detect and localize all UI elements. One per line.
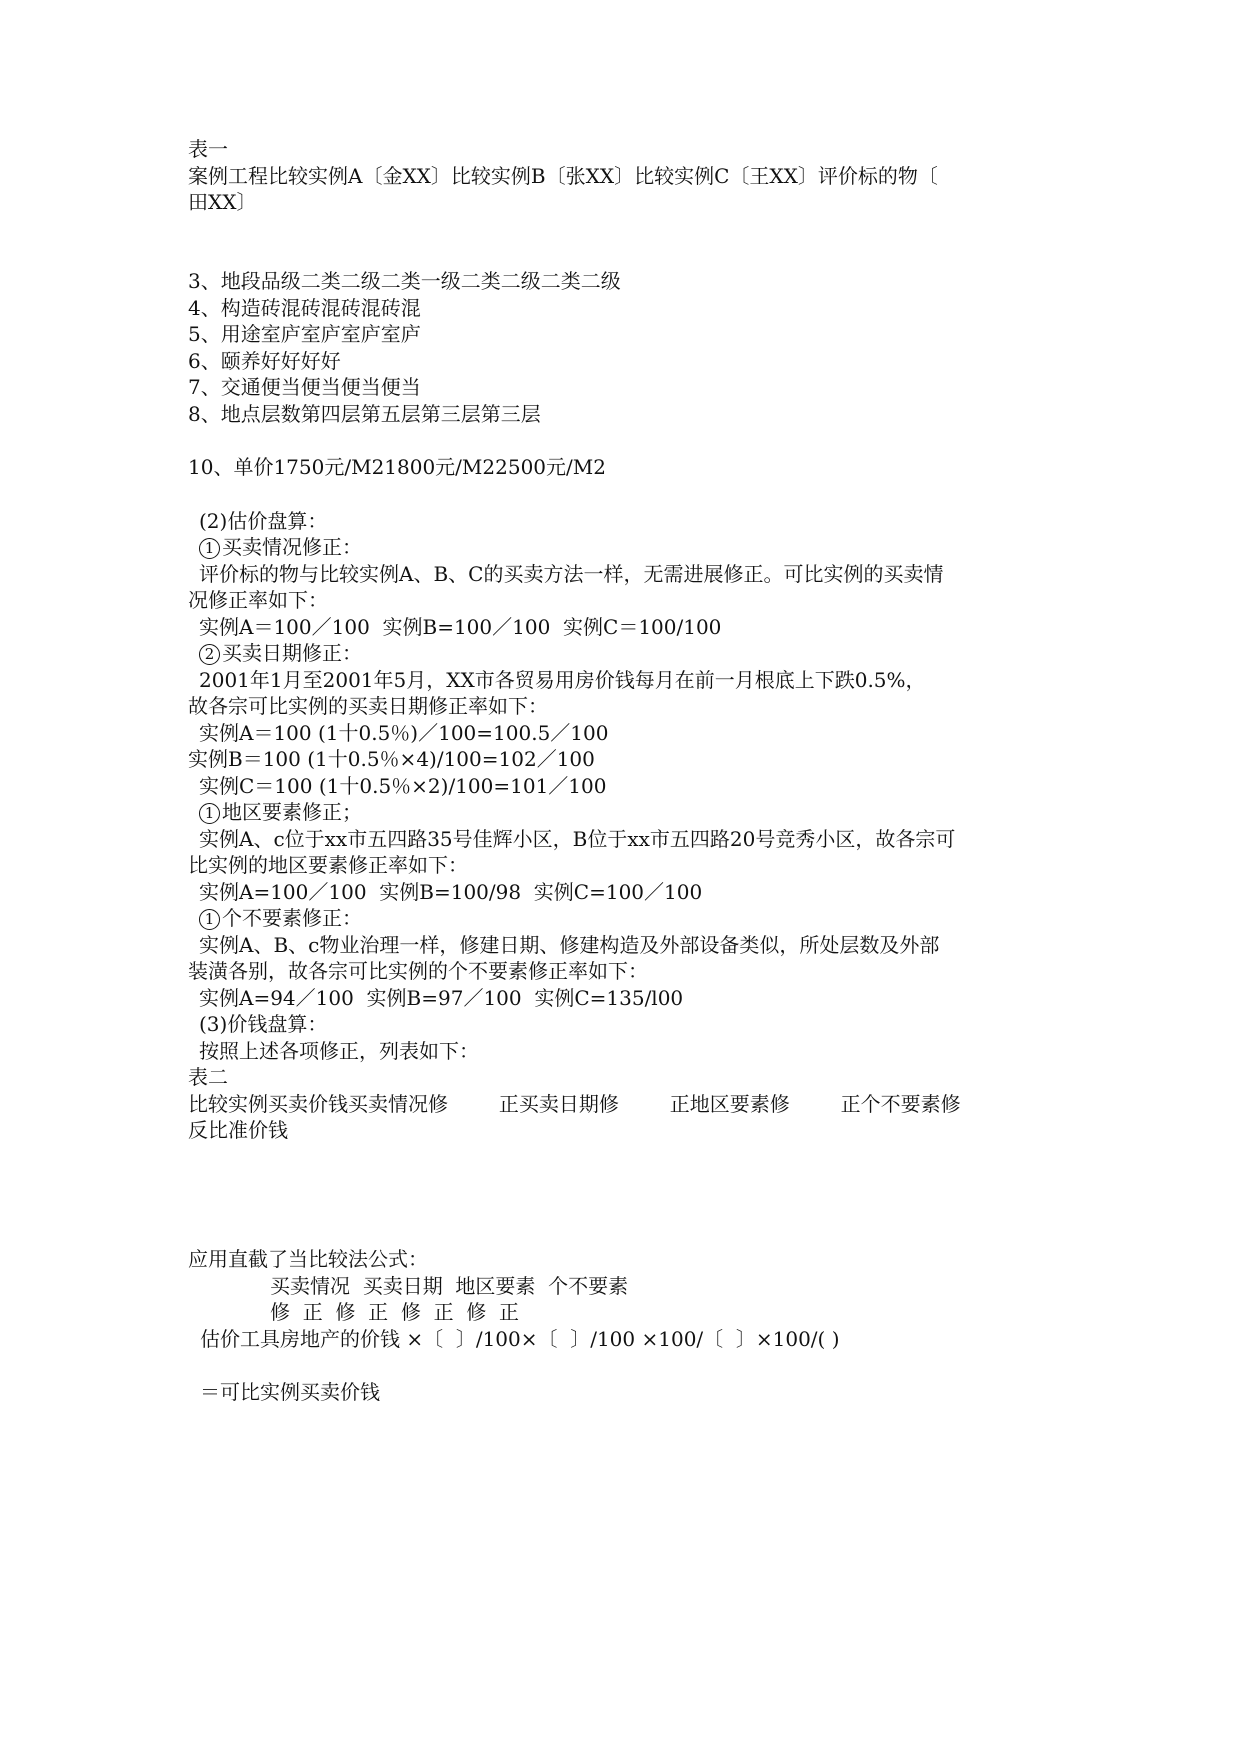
- section-individual-rates: 实例A=94／100 实例B=97／100 实例C=135/l00: [199, 986, 684, 1010]
- circled-number-marker: 1: [199, 538, 220, 559]
- section-individual-text-1: 实例A、B、c物业治理一样，修建日期、修建构造及外部设备类似，所处层数及外部: [199, 933, 940, 957]
- section-region-text-1: 实例A、c位于xx市五四路35号佳辉小区，B位于xx市五四路20号竞秀小区，故各宗可: [199, 827, 956, 851]
- circled-number-marker: 1: [199, 909, 220, 930]
- section-date-title: 2 买卖日期修正：: [199, 640, 362, 666]
- section-date-rate-c: 实例C＝100 (1十0.5％×2)/100=101／100: [199, 774, 607, 798]
- table1-row-4: 4、构造砖混砖混砖混砖混: [188, 296, 421, 320]
- section-region-title: 1 地区要素修正；: [199, 799, 362, 825]
- table1-row-3: 3、地段品级二类二级二类一级二类二级二类二级: [188, 269, 621, 293]
- table1-row-8: 8、地点层数第四层第五层第三层第三层: [188, 402, 541, 426]
- circled-number-marker: 2: [199, 644, 220, 665]
- table1-title: 表一: [188, 137, 228, 161]
- formula-factor-labels: 买卖情况 买卖日期 地区要素 个不要素: [270, 1274, 629, 1298]
- price-calc-heading: (3)价钱盘算：: [199, 1012, 328, 1036]
- formula-result: ＝可比实例买卖价钱: [200, 1380, 380, 1404]
- formula-factor-labels-2: 修 正 修 正 修 正 修 正: [270, 1300, 520, 1324]
- table2-title: 表二: [188, 1065, 228, 1089]
- table1-header-line1: 案例工程比较实例A〔金XX〕比较实例B〔张XX〕比较实例C〔王XX〕评价标的物〔: [188, 164, 938, 188]
- section-transaction-title: 1 买卖情况修正：: [199, 534, 362, 560]
- section-individual-text-2: 装潢各别，故各宗可比实例的个不要素修正率如下：: [188, 959, 648, 983]
- section-date-text-1: 2001年1月至2001年5月，XX市各贸易用房价钱每月在前一月根底上下跌0.5%，: [199, 668, 926, 692]
- table1-row-6: 6、颐养好好好好: [188, 349, 341, 373]
- section-date-rate-a: 实例A＝100 (1十0.5％)／100=100.5／100: [199, 721, 609, 745]
- section-date-rate-b: 实例B＝100 (1十0.5％×4)/100=102／100: [188, 747, 595, 771]
- table2-header-line2: 反比准价钱: [188, 1118, 288, 1142]
- table1-row-10: 10、单价1750元/M21800元/M22500元/M2: [188, 455, 606, 479]
- section-region-text-2: 比实例的地区要素修正率如下：: [188, 853, 468, 877]
- section-individual-title: 1 个不要素修正：: [199, 905, 362, 931]
- formula-intro: 应用直截了当比较法公式：: [188, 1247, 428, 1271]
- section-date-text-2: 故各宗可比实例的买卖日期修正率如下：: [188, 694, 548, 718]
- section-region-rates: 实例A=100／100 实例B=100/98 实例C=100／100: [199, 880, 703, 904]
- table1-row-5: 5、用途室庐室庐室庐室庐: [188, 322, 421, 346]
- formula-expression: 估价工具房地产的价钱 ×〔 〕/100×〔 〕/100 ×100/〔 〕×100/( ): [200, 1327, 840, 1351]
- price-calc-intro: 按照上述各项修正，列表如下：: [199, 1039, 479, 1063]
- section-transaction-text-2: 况修正率如下：: [188, 588, 328, 612]
- table1-row-7: 7、交通便当便当便当便当: [188, 375, 421, 399]
- table1-header-line2: 田XX〕: [188, 190, 257, 214]
- circled-number-marker: 1: [199, 803, 220, 824]
- section-transaction-rates: 实例A＝100／100 实例B=100／100 实例C＝100/100: [199, 615, 722, 639]
- section-transaction-text-1: 评价标的物与比较实例A、B、C的买卖方法一样，无需进展修正。可比实例的买卖情: [199, 562, 944, 586]
- estimate-heading: (2)估价盘算：: [199, 509, 328, 533]
- table2-header-line1: 比较实例买卖价钱买卖情况修 正买卖日期修 正地区要素修 正个不要素修: [188, 1092, 961, 1116]
